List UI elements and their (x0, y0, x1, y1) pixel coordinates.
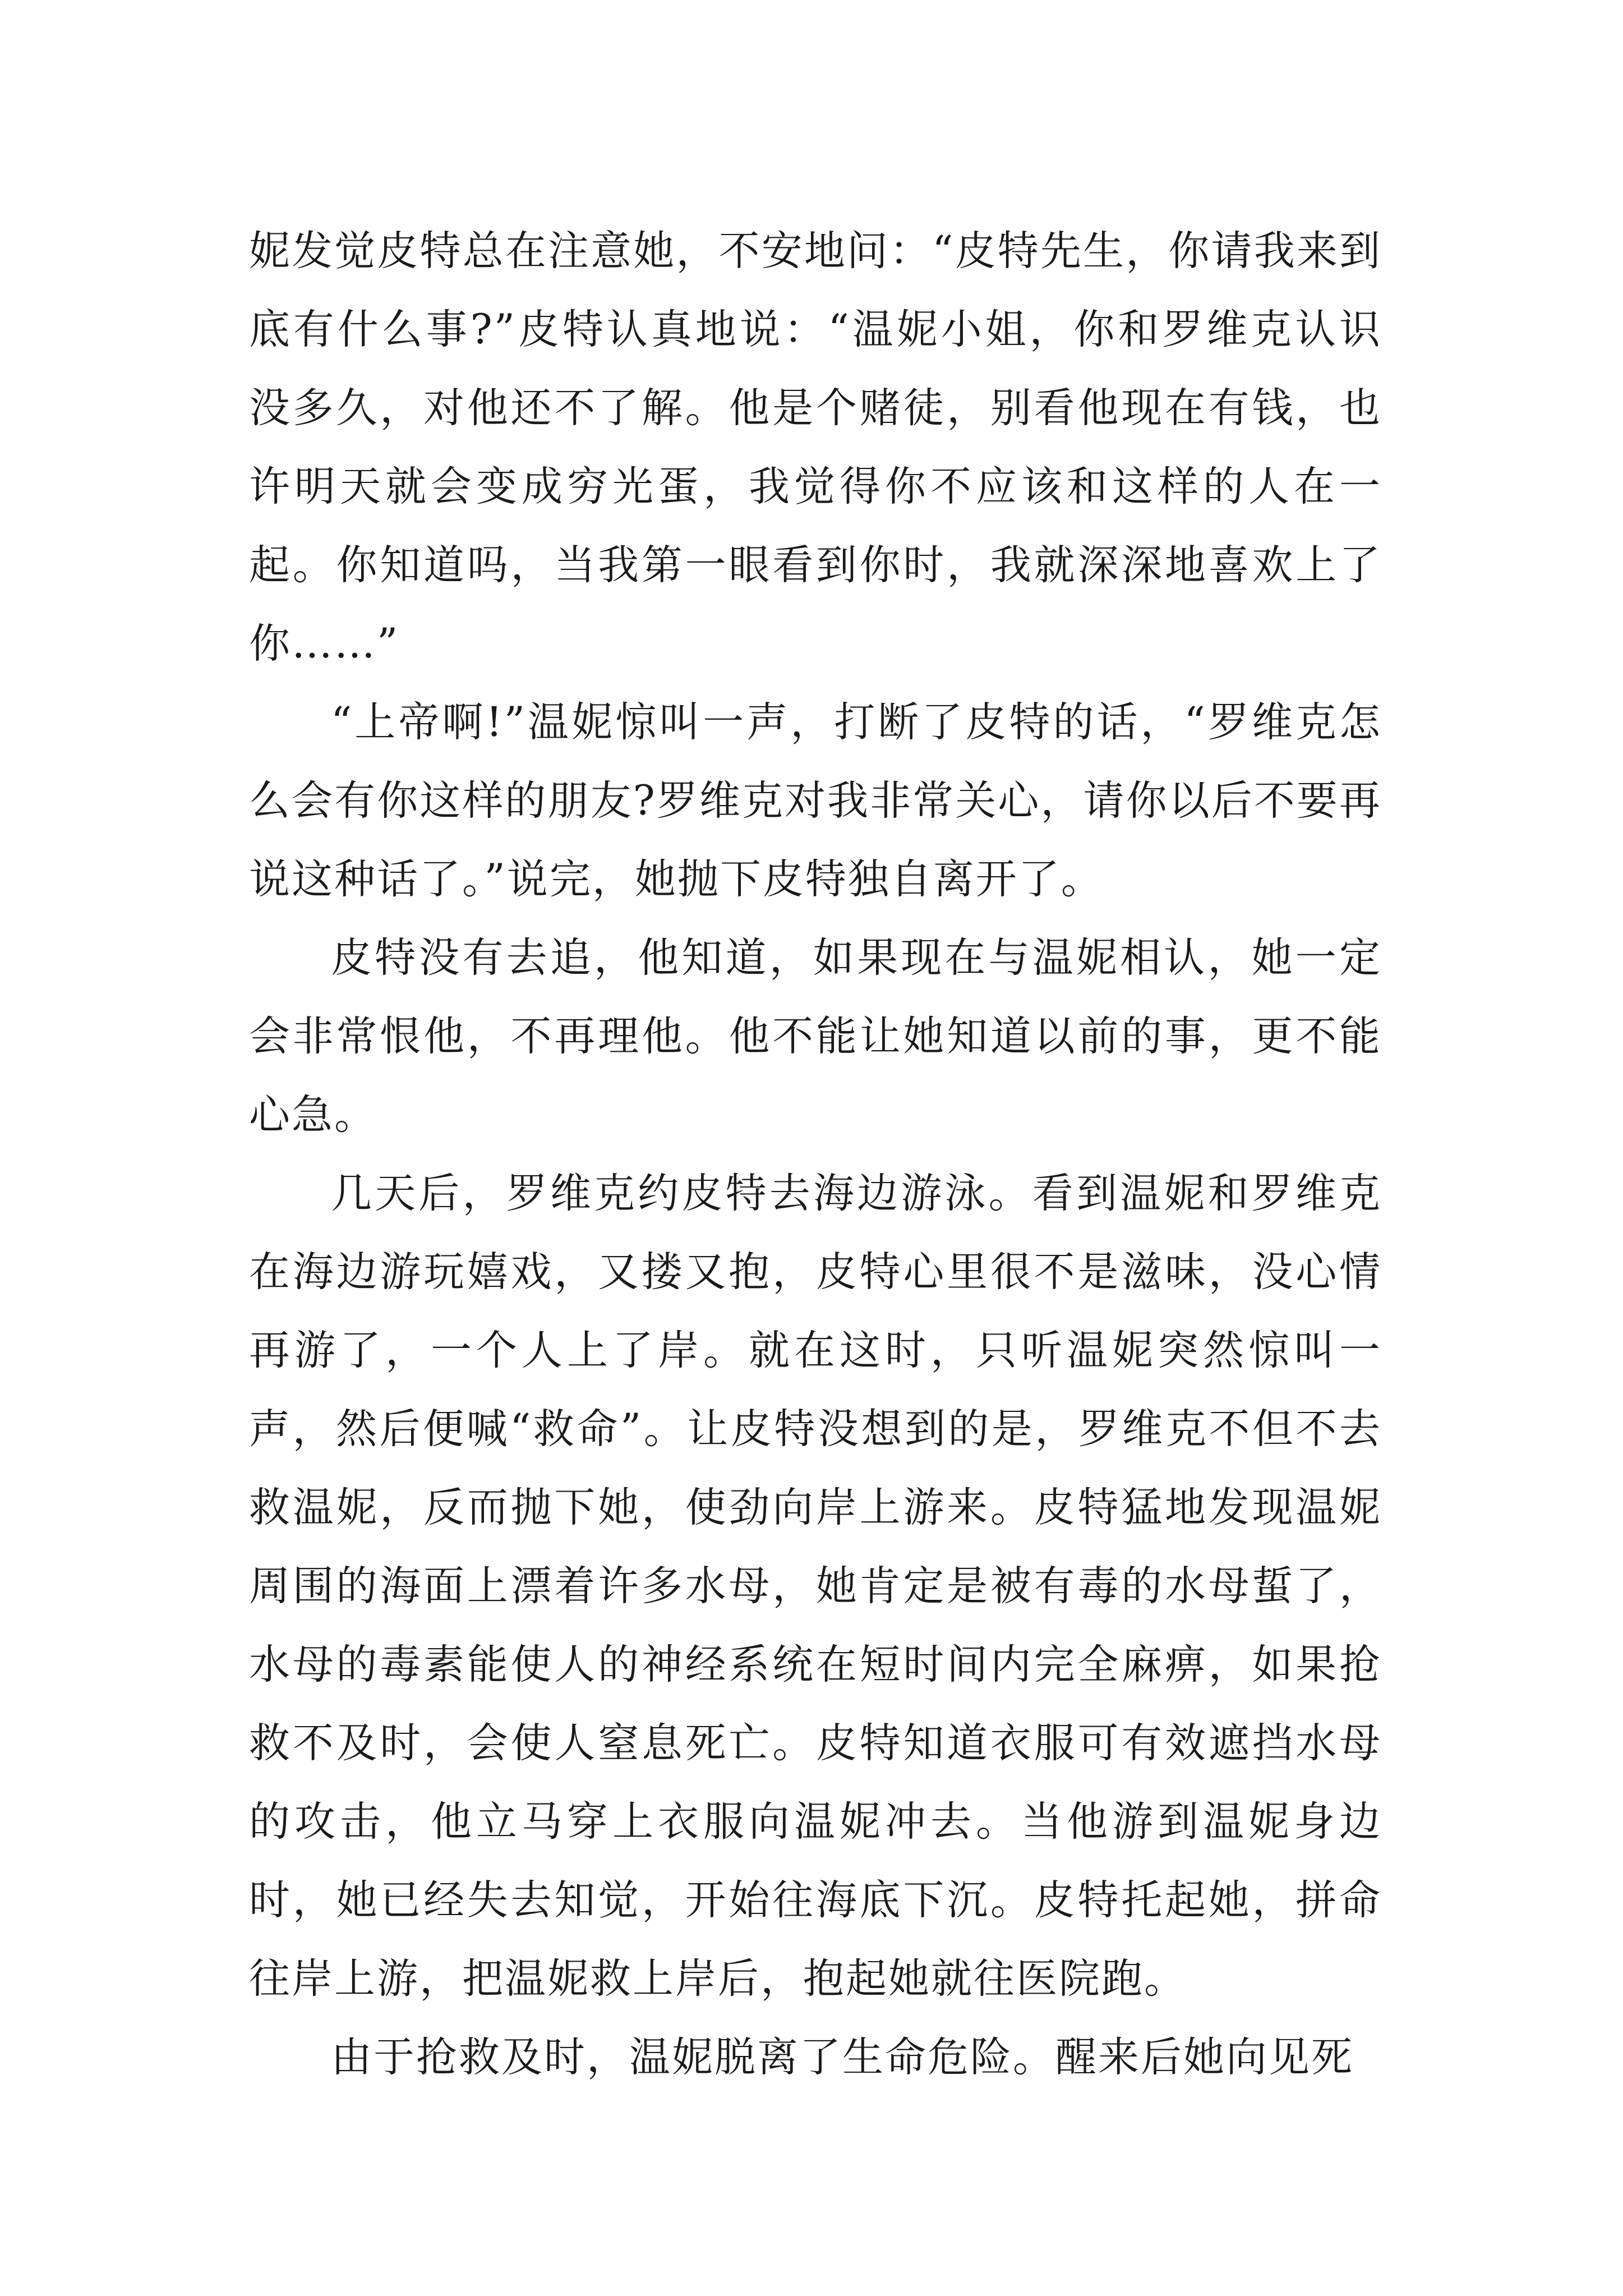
paragraph: 由于抢救及时，温妮脱离了生命危险。醒来后她向见死 (331, 2033, 1354, 2081)
paragraph: 几天后，罗维克约皮特去海边游泳。看到温妮和罗维克在海边游玩嬉戏，又搂又抱，皮特心里很不是滋味，没心情再游了，一个人上了岸。就在这时，只听温妮突然惊叫一声，然后便喊“救命”。让皮特没想到的是，罗维克不但不去救温妮，反而抛下她，使劲向岸上游来。皮特猛地发现温妮周围的海面上漂着许多水母，她肯定是被有毒的水母蜇了，水母的毒素能使人的神经系统在短时间内完全麻痹，如果抢救不及时，会使人窒息死亡。皮特知道衣服可有效遮挡水母的攻击，他立马穿上衣服向温妮冲去。当他游到温妮身边时，她已经失去知觉，开始往海底下沉。皮特托起她，拼命往岸上游，把温妮救上岸后，抱起她就往医院跑。 (249, 1170, 1382, 2003)
paragraph-continued: 妮发觉皮特总在注意她，不安地问：“皮特先生，你请我来到底有什么事?”皮特认真地说：“温妮小姐，你和罗维克认识没多久，对他还不了解。他是个赌徒，别看他现在有钱，也许明天就会变成穷光蛋，我觉得你不应该和这样的人在一起。你知道吗，当我第一眼看到你时，我就深深地喜欢上了你……” (249, 227, 1382, 668)
paragraph: 皮特没有去追，他知道，如果现在与温妮相认，她一定会非常恨他，不再理他。他不能让她知道以前的事，更不能心急。 (249, 934, 1382, 1139)
body-text (249, 212, 1382, 2097)
paragraph: “上帝啊!”温妮惊叫一声，打断了皮特的话，“罗维克怎么会有你这样的朋友?罗维克对我非常关心，请你以后不要再说这种话了。”说完，她抛下皮特独自离开了。 (249, 698, 1382, 903)
